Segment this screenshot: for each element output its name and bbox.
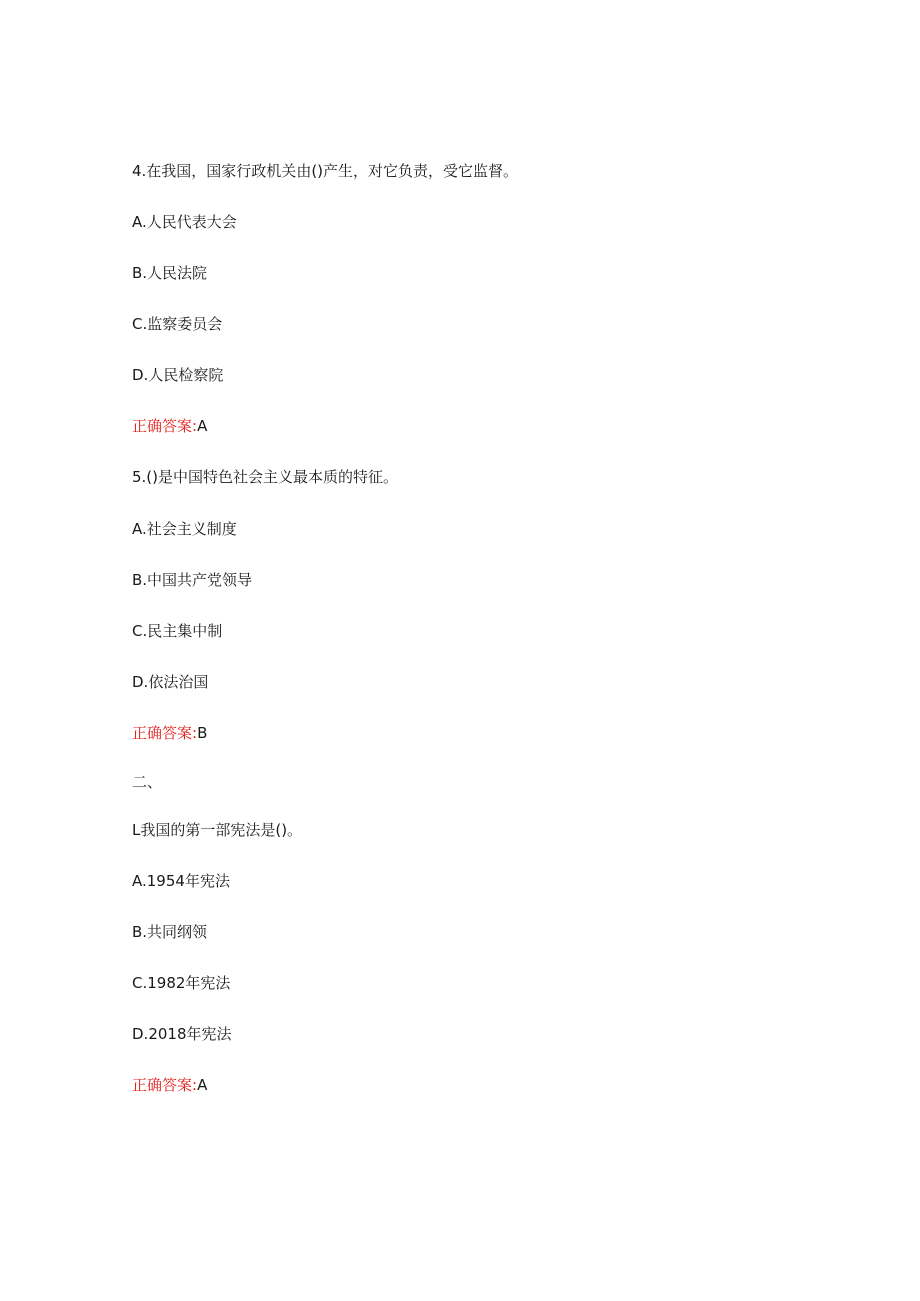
option-d: D.依法治国	[132, 673, 209, 691]
option-b: B.人民法院	[132, 264, 208, 282]
question-stem: 4.在我国，国家行政机关由()产生，对它负责，受它监督。	[132, 162, 519, 180]
answer-value: A	[197, 1076, 208, 1094]
correct-answer	[132, 416, 207, 436]
option-c: C.1982年宪法	[132, 974, 231, 992]
option-d: D.人民检察院	[132, 366, 224, 384]
correct-answer	[132, 723, 207, 743]
option-a: A.人民代表大会	[132, 213, 237, 231]
correct-answer	[132, 1075, 207, 1095]
answer-value: A	[197, 417, 208, 435]
question-stem: 5.()是中国特色社会主义最本质的特征。	[132, 468, 399, 486]
answer-value: B	[197, 724, 208, 742]
option-c: C.监察委员会	[132, 315, 223, 333]
answer-label: 正确答案:	[132, 724, 198, 742]
option-b: B.共同纲领	[132, 923, 208, 941]
section-heading: 二、	[132, 773, 163, 791]
option-d: D.2018年宪法	[132, 1025, 232, 1043]
option-b: B.中国共产党领导	[132, 571, 253, 589]
answer-label: 正确答案:	[132, 417, 198, 435]
option-a: A.1954年宪法	[132, 872, 230, 890]
question-stem: L我国的第一部宪法是()。	[132, 821, 303, 839]
option-a: A.社会主义制度	[132, 520, 237, 538]
answer-label: 正确答案:	[132, 1076, 198, 1094]
option-c: C.民主集中制	[132, 622, 223, 640]
